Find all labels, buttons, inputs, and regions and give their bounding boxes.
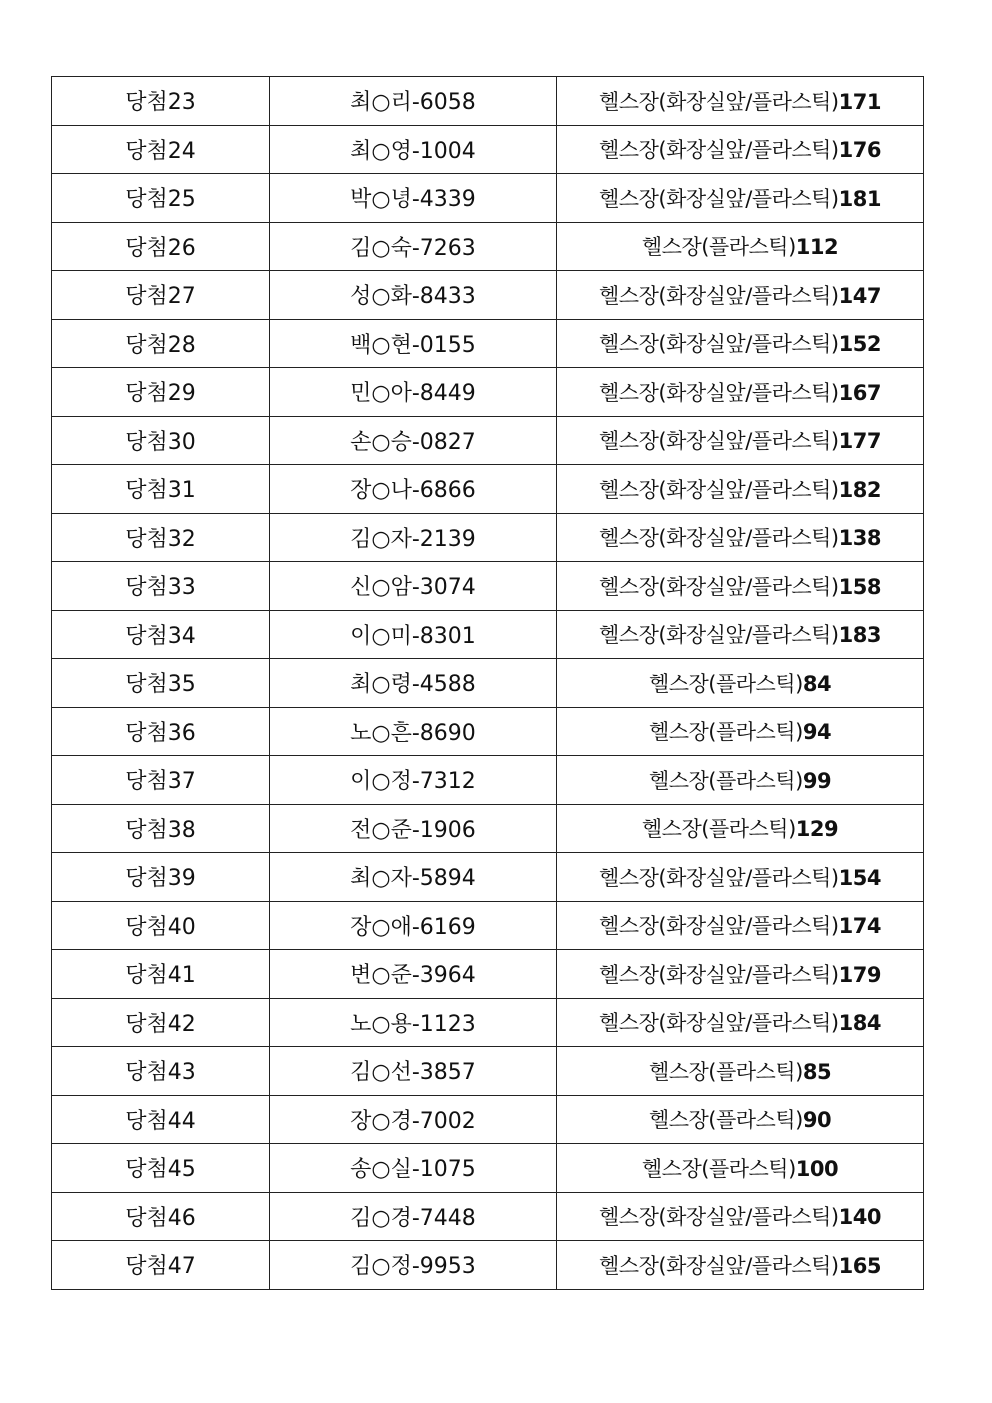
locker-cell [557, 707, 924, 756]
table-row [52, 319, 924, 368]
locker-cell [557, 513, 924, 562]
rank-cell: 당첨23 [52, 77, 270, 126]
table-row [52, 271, 924, 320]
locker-location: 헬스장(화장실앞/플라스틱) [599, 914, 839, 939]
table-row [52, 804, 924, 853]
locker-cell [557, 998, 924, 1047]
winner-name-cell: 성○화-8433 [270, 271, 557, 320]
rank-cell: 당첨31 [52, 465, 270, 514]
winner-name-cell: 최○리-6058 [270, 77, 557, 126]
locker-number: 167 [838, 380, 881, 405]
locker-number: 94 [802, 720, 832, 745]
winner-name-cell: 노○용-1123 [270, 998, 557, 1047]
locker-location: 헬스장(플라스틱) [648, 720, 803, 745]
table-row [52, 416, 924, 465]
locker-cell [557, 319, 924, 368]
locker-number: 154 [838, 865, 881, 890]
table-row [52, 174, 924, 223]
winner-name-cell: 최○영-1004 [270, 125, 557, 174]
winner-name-cell: 송○실-1075 [270, 1144, 557, 1193]
table-row [52, 562, 924, 611]
locker-location: 헬스장(화장실앞/플라스틱) [599, 1205, 839, 1230]
table-row [52, 901, 924, 950]
locker-location: 헬스장(화장실앞/플라스틱) [599, 1253, 839, 1278]
locker-cell [557, 1241, 924, 1290]
locker-location: 헬스장(플라스틱) [641, 235, 796, 260]
locker-location: 헬스장(화장실앞/플라스틱) [599, 477, 839, 502]
locker-cell [557, 271, 924, 320]
locker-number: 140 [838, 1205, 881, 1230]
table-row [52, 465, 924, 514]
locker-number: 152 [838, 332, 881, 357]
rank-cell: 당첨45 [52, 1144, 270, 1193]
table-row [52, 125, 924, 174]
locker-location: 헬스장(화장실앞/플라스틱) [599, 380, 839, 405]
rank-cell: 당첨27 [52, 271, 270, 320]
table-row [52, 368, 924, 417]
rank-cell: 당첨41 [52, 950, 270, 999]
table-row [52, 756, 924, 805]
rank-cell: 당첨37 [52, 756, 270, 805]
locker-number: 179 [838, 962, 881, 987]
winner-name-cell: 백○현-0155 [270, 319, 557, 368]
locker-number: 165 [838, 1253, 881, 1278]
winners-table [51, 76, 924, 1290]
rank-cell: 당첨29 [52, 368, 270, 417]
locker-cell [557, 562, 924, 611]
locker-cell [557, 174, 924, 223]
table-row [52, 610, 924, 659]
winner-name-cell: 김○숙-7263 [270, 222, 557, 271]
rank-cell: 당첨30 [52, 416, 270, 465]
winner-name-cell: 민○아-8449 [270, 368, 557, 417]
locker-number: 171 [838, 89, 881, 114]
rank-cell: 당첨28 [52, 319, 270, 368]
table-row [52, 513, 924, 562]
locker-location: 헬스장(화장실앞/플라스틱) [599, 623, 839, 648]
locker-location: 헬스장(플라스틱) [641, 1156, 796, 1181]
winner-name-cell: 전○준-1906 [270, 804, 557, 853]
locker-cell [557, 659, 924, 708]
locker-number: 147 [838, 283, 881, 308]
table-row [52, 77, 924, 126]
rank-cell: 당첨26 [52, 222, 270, 271]
table-row [52, 950, 924, 999]
winner-name-cell: 박○녕-4339 [270, 174, 557, 223]
locker-location: 헬스장(화장실앞/플라스틱) [599, 1011, 839, 1036]
locker-cell [557, 1144, 924, 1193]
locker-cell [557, 1192, 924, 1241]
locker-cell [557, 756, 924, 805]
winner-name-cell: 김○자-2139 [270, 513, 557, 562]
winners-table-body [52, 77, 924, 1290]
rank-cell: 당첨25 [52, 174, 270, 223]
rank-cell: 당첨38 [52, 804, 270, 853]
table-row [52, 998, 924, 1047]
locker-cell [557, 77, 924, 126]
rank-cell: 당첨42 [52, 998, 270, 1047]
winner-name-cell: 김○경-7448 [270, 1192, 557, 1241]
locker-number: 176 [838, 138, 881, 163]
locker-number: 84 [802, 671, 832, 696]
rank-cell: 당첨36 [52, 707, 270, 756]
locker-cell [557, 804, 924, 853]
table-row [52, 222, 924, 271]
locker-cell [557, 950, 924, 999]
locker-location: 헬스장(화장실앞/플라스틱) [599, 526, 839, 551]
locker-number: 90 [802, 1108, 832, 1133]
rank-cell: 당첨47 [52, 1241, 270, 1290]
locker-cell [557, 416, 924, 465]
winner-name-cell: 변○준-3964 [270, 950, 557, 999]
locker-number: 85 [802, 1059, 832, 1084]
locker-number: 100 [795, 1156, 839, 1181]
locker-cell [557, 465, 924, 514]
locker-location: 헬스장(플라스틱) [648, 768, 803, 793]
locker-cell [557, 222, 924, 271]
locker-location: 헬스장(화장실앞/플라스틱) [599, 89, 839, 114]
locker-location: 헬스장(화장실앞/플라스틱) [599, 962, 839, 987]
locker-location: 헬스장(화장실앞/플라스틱) [599, 186, 839, 211]
winner-name-cell: 손○승-0827 [270, 416, 557, 465]
locker-location: 헬스장(화장실앞/플라스틱) [599, 283, 839, 308]
winner-name-cell: 김○정-9953 [270, 1241, 557, 1290]
locker-cell [557, 125, 924, 174]
rank-cell: 당첨40 [52, 901, 270, 950]
locker-number: 158 [838, 574, 881, 599]
locker-cell [557, 368, 924, 417]
winner-name-cell: 노○흔-8690 [270, 707, 557, 756]
winner-name-cell: 김○선-3857 [270, 1047, 557, 1096]
rank-cell: 당첨46 [52, 1192, 270, 1241]
locker-location: 헬스장(플라스틱) [648, 1108, 803, 1133]
locker-location: 헬스장(화장실앞/플라스틱) [599, 574, 839, 599]
locker-number: 129 [795, 817, 839, 842]
table-row [52, 1241, 924, 1290]
locker-location: 헬스장(플라스틱) [648, 671, 803, 696]
rank-cell: 당첨44 [52, 1095, 270, 1144]
table-row [52, 707, 924, 756]
locker-cell [557, 901, 924, 950]
locker-number: 138 [838, 526, 881, 551]
locker-number: 182 [838, 477, 881, 502]
locker-location: 헬스장(화장실앞/플라스틱) [599, 429, 839, 454]
locker-location: 헬스장(화장실앞/플라스틱) [599, 332, 839, 357]
table-row [52, 1095, 924, 1144]
winner-name-cell: 장○나-6866 [270, 465, 557, 514]
locker-number: 177 [838, 429, 881, 454]
winner-name-cell: 장○애-6169 [270, 901, 557, 950]
table-row [52, 1047, 924, 1096]
table-row [52, 659, 924, 708]
locker-location: 헬스장(플라스틱) [648, 1059, 803, 1084]
rank-cell: 당첨35 [52, 659, 270, 708]
table-row [52, 1144, 924, 1193]
locker-cell [557, 610, 924, 659]
rank-cell: 당첨24 [52, 125, 270, 174]
rank-cell: 당첨43 [52, 1047, 270, 1096]
winner-name-cell: 신○암-3074 [270, 562, 557, 611]
winner-name-cell: 최○령-4588 [270, 659, 557, 708]
rank-cell: 당첨32 [52, 513, 270, 562]
locker-number: 181 [838, 186, 881, 211]
locker-number: 112 [795, 235, 839, 260]
locker-number: 174 [838, 914, 881, 939]
locker-number: 99 [802, 768, 832, 793]
locker-location: 헬스장(화장실앞/플라스틱) [599, 138, 839, 163]
locker-number: 183 [838, 623, 881, 648]
rank-cell: 당첨39 [52, 853, 270, 902]
winner-name-cell: 이○정-7312 [270, 756, 557, 805]
winner-name-cell: 최○자-5894 [270, 853, 557, 902]
winner-name-cell: 이○미-8301 [270, 610, 557, 659]
locker-location: 헬스장(플라스틱) [641, 817, 796, 842]
locker-location: 헬스장(화장실앞/플라스틱) [599, 865, 839, 890]
locker-cell [557, 1047, 924, 1096]
rank-cell: 당첨33 [52, 562, 270, 611]
locker-cell [557, 1095, 924, 1144]
rank-cell: 당첨34 [52, 610, 270, 659]
table-row [52, 853, 924, 902]
locker-number: 184 [838, 1011, 881, 1036]
winner-name-cell: 장○경-7002 [270, 1095, 557, 1144]
table-row [52, 1192, 924, 1241]
locker-cell [557, 853, 924, 902]
